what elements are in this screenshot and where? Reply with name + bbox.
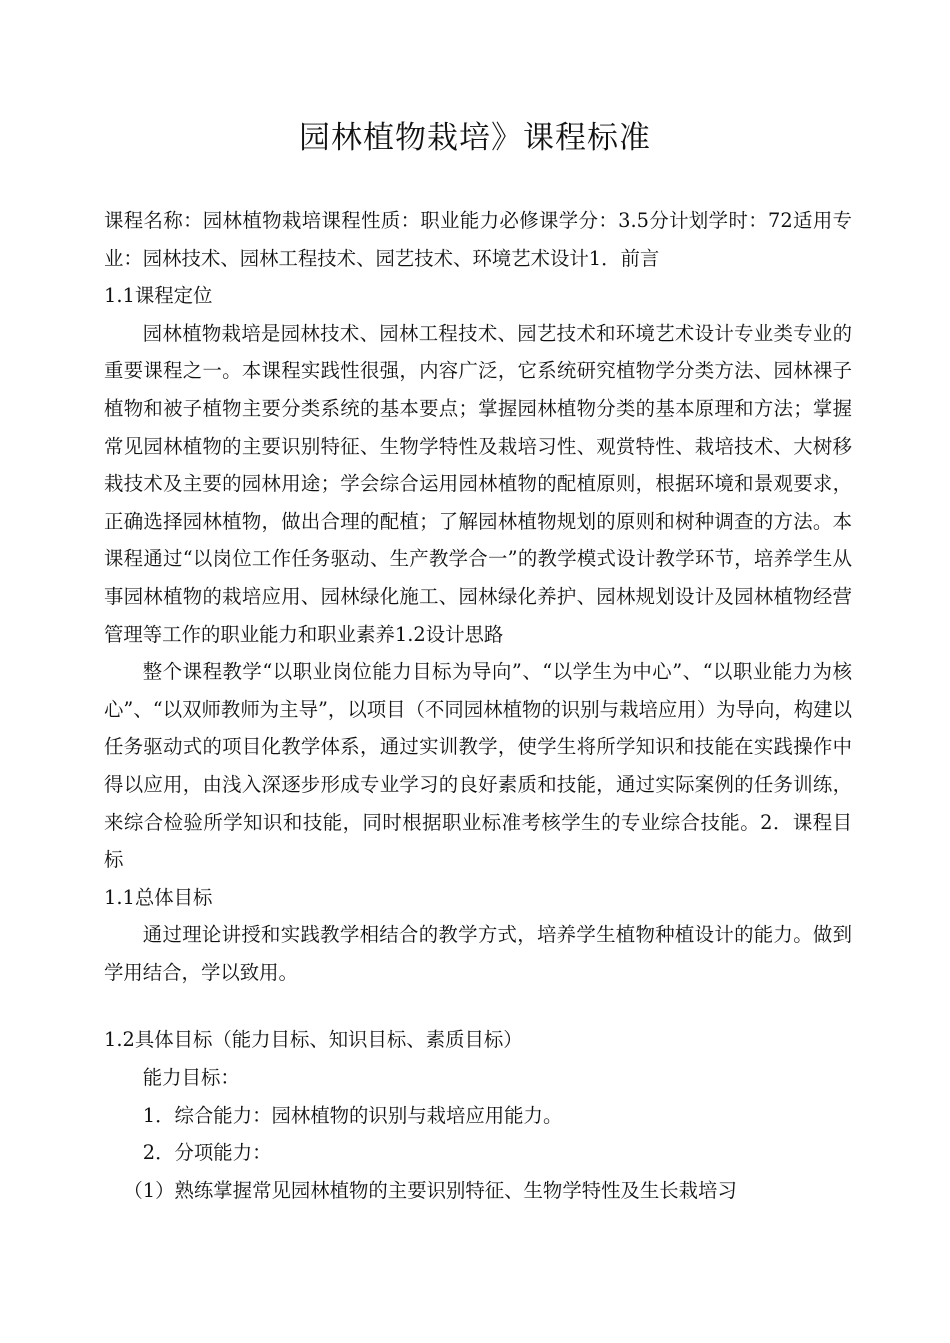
list-item-sub-ability-1: （1）熟练掌握常见园林植物的主要识别特征、生物学特性及生长栽培习 [123, 1178, 737, 1202]
paragraph-overall-goal: 通过理论讲授和实践教学相结合的教学方式，培养学生植物种植设计的能力。做到学用结合，学以致用。 [104, 923, 852, 984]
section-heading-course-positioning: 1.1课程定位 [104, 284, 213, 308]
course-info-line: 课程名称：园林植物栽培课程性质：职业能力必修课学分：3.5分计划学时：72适用专业：园林技术、园林工程技术、园艺技术、环境艺术设计1．前言 [104, 209, 852, 270]
paragraph-course-positioning: 园林植物栽培是园林技术、园林工程技术、园艺技术和环境艺术设计专业类专业的重要课程之一。本课程实践性很强，内容广泛，它系统研究植物学分类方法、园林裸子植物和被子植物主要分类系统的基本要点；掌握园林植物分类的基本原理和方法；掌握常见园林植物的主要识别特征、生物学特性及栽培习性、观赏特性、栽培技术、大树移栽技术及主要的园林用途；学会综合运用园林植物的配植原则，根据环境和景观要求，正确选择园林植物，做出合理的配植；了解园林植物规划的原则和树种调查的方法。本课程通过“以岗位工作任务驱动、生产教学合一”的教学模式设计教学环节，培养学生从事园林植物的栽培应用、园林绿化施工、园林绿化养护、园林规划设计及园林植物经营管理等工作的职业能力和职业素养1.2设计思路 [104, 321, 852, 646]
paragraph-spacer [104, 991, 852, 1021]
ability-goals-label: 能力目标： [142, 1066, 240, 1090]
paragraph-design-approach: 整个课程教学“以职业岗位能力目标为导向”、“以学生为中心”、“以职业能力为核心”、“以双师教师为主导”，以项目（不同园林植物的识别与栽培应用）为导向，构建以任务驱动式的项目化教学体系，通过实训教学，使学生将所学知识和技能在实践操作中得以应用，由浅入深逐步形成专业学习的良好素质和技能，通过实际案例的任务训练，来综合检验所学知识和技能，同时根据职业标准考核学生的专业综合技能。2．课程目标 [104, 660, 852, 872]
section-heading-specific-goals: 1.2具体目标（能力目标、知识目标、素质目标） [104, 1028, 523, 1052]
document-title: 园林植物栽培》课程标准 [299, 120, 651, 156]
list-item-sub-abilities: 2．分项能力： [142, 1141, 272, 1165]
section-heading-overall-goal: 1.1总体目标 [104, 885, 213, 909]
document-body [104, 202, 852, 1209]
list-item-comprehensive-ability: 1．综合能力：园林植物的识别与栽培应用能力。 [142, 1103, 563, 1127]
